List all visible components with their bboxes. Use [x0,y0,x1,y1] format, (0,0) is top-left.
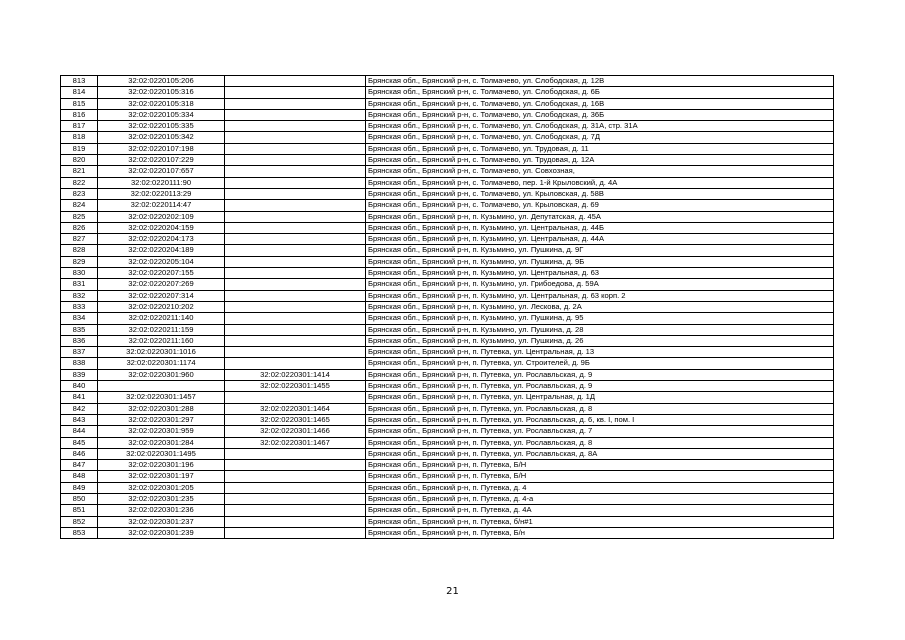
related-cadastral-number-cell: 32:02:0220301:1467 [225,437,366,448]
row-number-cell: 853 [61,527,98,538]
address-cell: Брянская обл., Брянский р-н, п. Кузьмино, ул. Центральная, д. 44Б [366,222,834,233]
address-cell: Брянская обл., Брянский р-н, п. Путевка, ул. Рославльская, д. 7 [366,426,834,437]
table-row [61,471,834,482]
related-cadastral-number-cell [225,155,366,166]
cadastral-number-cell: 32:02:0220105:334 [98,109,225,120]
row-number-cell: 835 [61,324,98,335]
related-cadastral-number-cell [225,98,366,109]
cadastral-number-cell: 32:02:0220105:335 [98,121,225,132]
cadastral-number-cell: 32:02:0220105:206 [98,76,225,87]
row-number-cell: 814 [61,87,98,98]
cadastral-number-cell: 32:02:0220107:657 [98,166,225,177]
cadastral-number-cell: 32:02:0220211:140 [98,313,225,324]
table-row [61,527,834,538]
related-cadastral-number-cell [225,109,366,120]
table-row [61,155,834,166]
table-row [61,505,834,516]
related-cadastral-number-cell [225,132,366,143]
row-number-cell: 838 [61,358,98,369]
related-cadastral-number-cell [225,527,366,538]
table-row [61,324,834,335]
row-number-cell: 845 [61,437,98,448]
cadastral-number-cell: 32:02:0220301:1174 [98,358,225,369]
related-cadastral-number-cell: 32:02:0220301:1455 [225,381,366,392]
address-cell: Брянская обл., Брянский р-н, с. Толмачево, ул. Крыловская, д. 69 [366,200,834,211]
cadastral-number-cell: 32:02:0220301:297 [98,414,225,425]
table-row [61,256,834,267]
row-number-cell: 843 [61,414,98,425]
table-row [61,516,834,527]
row-number-cell: 830 [61,268,98,279]
table-row [61,222,834,233]
row-number-cell: 846 [61,448,98,459]
table-row [61,166,834,177]
table-row [61,109,834,120]
cadastral-number-cell: 32:02:0220207:314 [98,290,225,301]
table-row [61,200,834,211]
cadastral-number-cell: 32:02:0220204:159 [98,222,225,233]
related-cadastral-number-cell [225,121,366,132]
address-cell: Брянская обл., Брянский р-н, п. Кузьмино, ул. Грибоедова, д. 59А [366,279,834,290]
table-row [61,313,834,324]
row-number-cell: 833 [61,301,98,312]
cadastral-number-cell: 32:02:0220207:155 [98,268,225,279]
address-cell: Брянская обл., Брянский р-н, п. Кузьмино, ул. Пушкина, д. 95 [366,313,834,324]
related-cadastral-number-cell [225,143,366,154]
cadastral-number-cell: 32:02:0220301:1016 [98,347,225,358]
address-cell: Брянская обл., Брянский р-н, п. Кузьмино, ул. Лескова, д. 2А [366,301,834,312]
row-number-cell: 832 [61,290,98,301]
address-cell: Брянская обл., Брянский р-н, с. Толмачево, ул. Слободская, д. 36Б [366,109,834,120]
table-row [61,493,834,504]
related-cadastral-number-cell [225,324,366,335]
table-row [61,460,834,471]
address-cell: Брянская обл., Брянский р-н, с. Толмачево, ул. Крыловская, д. 58В [366,188,834,199]
address-cell: Брянская обл., Брянский р-н, п. Путевка, Б/н [366,527,834,538]
address-cell: Брянская обл., Брянский р-н, с. Толмачево, ул. Слободская, д. 6Б [366,87,834,98]
table-row [61,403,834,414]
row-number-cell: 824 [61,200,98,211]
table-row [61,358,834,369]
address-cell: Брянская обл., Брянский р-н, с. Толмачево, ул. Совхозная, [366,166,834,177]
address-cell: Брянская обл., Брянский р-н, п. Путевка, б/н#1 [366,516,834,527]
address-cell: Брянская обл., Брянский р-н, п. Путевка, ул. Центральная, д. 13 [366,347,834,358]
related-cadastral-number-cell [225,76,366,87]
table-row [61,448,834,459]
related-cadastral-number-cell [225,177,366,188]
related-cadastral-number-cell: 32:02:0220301:1414 [225,369,366,380]
related-cadastral-number-cell [225,211,366,222]
address-cell: Брянская обл., Брянский р-н, с. Толмачево, ул. Слободская, д. 31А, стр. 31А [366,121,834,132]
row-number-cell: 828 [61,245,98,256]
related-cadastral-number-cell [225,505,366,516]
cadastral-number-cell: 32:02:0220204:189 [98,245,225,256]
table-row [61,381,834,392]
row-number-cell: 839 [61,369,98,380]
address-cell: Брянская обл., Брянский р-н, п. Путевка, ул. Строителей, д. 9Б [366,358,834,369]
row-number-cell: 849 [61,482,98,493]
table-row [61,132,834,143]
row-number-cell: 837 [61,347,98,358]
cadastral-number-cell [98,381,225,392]
row-number-cell: 819 [61,143,98,154]
related-cadastral-number-cell [225,313,366,324]
address-cell: Брянская обл., Брянский р-н, с. Толмачево, ул. Трудовая, д. 12А [366,155,834,166]
row-number-cell: 815 [61,98,98,109]
cadastral-number-cell: 32:02:0220114:47 [98,200,225,211]
row-number-cell: 851 [61,505,98,516]
cadastral-number-cell: 32:02:0220211:159 [98,324,225,335]
row-number-cell: 821 [61,166,98,177]
address-cell: Брянская обл., Брянский р-н, п. Путевка, ул. Рославльская, д. 8А [366,448,834,459]
row-number-cell: 827 [61,234,98,245]
address-cell: Брянская обл., Брянский р-н, п. Кузьмино, ул. Центральная, д. 63 корп. 2 [366,290,834,301]
row-number-cell: 847 [61,460,98,471]
row-number-cell: 813 [61,76,98,87]
related-cadastral-number-cell [225,347,366,358]
registry-table-body [61,76,834,539]
related-cadastral-number-cell: 32:02:0220301:1464 [225,403,366,414]
related-cadastral-number-cell [225,87,366,98]
cadastral-number-cell: 32:02:0220205:104 [98,256,225,267]
table-row [61,87,834,98]
row-number-cell: 852 [61,516,98,527]
row-number-cell: 834 [61,313,98,324]
address-cell: Брянская обл., Брянский р-н, с. Толмачево, ул. Трудовая, д. 11 [366,143,834,154]
row-number-cell: 820 [61,155,98,166]
table-row [61,121,834,132]
address-cell: Брянская обл., Брянский р-н, п. Кузьмино, ул. Центральная, д. 44А [366,234,834,245]
related-cadastral-number-cell [225,482,366,493]
cadastral-number-cell: 32:02:0220301:235 [98,493,225,504]
table-row [61,268,834,279]
row-number-cell: 822 [61,177,98,188]
table-row [61,76,834,87]
table-row [61,211,834,222]
related-cadastral-number-cell [225,268,366,279]
table-row [61,369,834,380]
table-row [61,98,834,109]
table-row [61,335,834,346]
row-number-cell: 823 [61,188,98,199]
address-cell: Брянская обл., Брянский р-н, п. Кузьмино, ул. Пушкина, д. 9Г [366,245,834,256]
table-row [61,301,834,312]
address-cell: Брянская обл., Брянский р-н, п. Путевка, ул. Рославльская, д. 6, кв. I, пом. I [366,414,834,425]
row-number-cell: 831 [61,279,98,290]
related-cadastral-number-cell [225,335,366,346]
table-row [61,347,834,358]
row-number-cell: 825 [61,211,98,222]
address-cell: Брянская обл., Брянский р-н, п. Путевка, Б/Н [366,471,834,482]
address-cell: Брянская обл., Брянский р-н, с. Толмачево, ул. Слободская, д. 7Д [366,132,834,143]
address-cell: Брянская обл., Брянский р-н, п. Путевка, д. 4 [366,482,834,493]
address-cell: Брянская обл., Брянский р-н, п. Путевка, ул. Рославльская, д. 9 [366,381,834,392]
related-cadastral-number-cell [225,166,366,177]
table-row [61,234,834,245]
related-cadastral-number-cell [225,460,366,471]
row-number-cell: 841 [61,392,98,403]
related-cadastral-number-cell [225,279,366,290]
row-number-cell: 826 [61,222,98,233]
address-cell: Брянская обл., Брянский р-н, с. Толмачево, ул. Слободская, д. 16В [366,98,834,109]
table-row [61,177,834,188]
related-cadastral-number-cell [225,392,366,403]
related-cadastral-number-cell [225,290,366,301]
related-cadastral-number-cell [225,493,366,504]
row-number-cell: 817 [61,121,98,132]
related-cadastral-number-cell [225,245,366,256]
cadastral-number-cell: 32:02:0220107:198 [98,143,225,154]
related-cadastral-number-cell: 32:02:0220301:1465 [225,414,366,425]
table-row [61,245,834,256]
row-number-cell: 818 [61,132,98,143]
cadastral-number-cell: 32:02:0220301:196 [98,460,225,471]
related-cadastral-number-cell [225,448,366,459]
table-row [61,482,834,493]
cadastral-number-cell: 32:02:0220105:318 [98,98,225,109]
cadastral-number-cell: 32:02:0220105:316 [98,87,225,98]
address-cell: Брянская обл., Брянский р-н, п. Путевка, д. 4А [366,505,834,516]
address-cell: Брянская обл., Брянский р-н, п. Путевка, д. 4-а [366,493,834,504]
cadastral-number-cell: 32:02:0220301:237 [98,516,225,527]
cadastral-number-cell: 32:02:0220107:229 [98,155,225,166]
cadastral-registry-table [60,75,834,539]
cadastral-number-cell: 32:02:0220202:109 [98,211,225,222]
table-row [61,426,834,437]
address-cell: Брянская обл., Брянский р-н, п. Кузьмино, ул. Пушкина, д. 28 [366,324,834,335]
cadastral-number-cell: 32:02:0220301:1495 [98,448,225,459]
address-cell: Брянская обл., Брянский р-н, п. Путевка, ул. Рославльская, д. 8 [366,403,834,414]
row-number-cell: 842 [61,403,98,414]
cadastral-number-cell: 32:02:0220105:342 [98,132,225,143]
cadastral-number-cell: 32:02:0220301:197 [98,471,225,482]
cadastral-number-cell: 32:02:0220301:960 [98,369,225,380]
address-cell: Брянская обл., Брянский р-н, п. Кузьмино, ул. Депутатская, д. 45А [366,211,834,222]
table-row [61,279,834,290]
related-cadastral-number-cell [225,188,366,199]
related-cadastral-number-cell [225,301,366,312]
table-row [61,414,834,425]
address-cell: Брянская обл., Брянский р-н, п. Путевка, ул. Центральная, д. 1Д [366,392,834,403]
row-number-cell: 816 [61,109,98,120]
address-cell: Брянская обл., Брянский р-н, п. Путевка, ул. Рославльская, д. 8 [366,437,834,448]
related-cadastral-number-cell: 32:02:0220301:1466 [225,426,366,437]
related-cadastral-number-cell [225,358,366,369]
cadastral-number-cell: 32:02:0220113:29 [98,188,225,199]
address-cell: Брянская обл., Брянский р-н, п. Кузьмино, ул. Центральная, д. 63 [366,268,834,279]
table-row [61,188,834,199]
table-row [61,143,834,154]
address-cell: Брянская обл., Брянский р-н, п. Кузьмино, ул. Пушкина, д. 26 [366,335,834,346]
cadastral-number-cell: 32:02:0220301:236 [98,505,225,516]
row-number-cell: 836 [61,335,98,346]
related-cadastral-number-cell [225,471,366,482]
table-row [61,437,834,448]
address-cell: Брянская обл., Брянский р-н, п. Путевка, ул. Рославльская, д. 9 [366,369,834,380]
address-cell: Брянская обл., Брянский р-н, с. Толмачево, пер. 1-й Крыловский, д. 4А [366,177,834,188]
row-number-cell: 829 [61,256,98,267]
cadastral-number-cell: 32:02:0220204:173 [98,234,225,245]
page-number: 21 [446,586,459,597]
related-cadastral-number-cell [225,200,366,211]
cadastral-number-cell: 32:02:0220301:284 [98,437,225,448]
cadastral-number-cell: 32:02:0220210:202 [98,301,225,312]
cadastral-number-cell: 32:02:0220301:1457 [98,392,225,403]
address-cell: Брянская обл., Брянский р-н, п. Путевка, Б/Н [366,460,834,471]
cadastral-number-cell: 32:02:0220301:205 [98,482,225,493]
cadastral-number-cell: 32:02:0220301:288 [98,403,225,414]
address-cell: Брянская обл., Брянский р-н, с. Толмачево, ул. Слободская, д. 12В [366,76,834,87]
related-cadastral-number-cell [225,256,366,267]
related-cadastral-number-cell [225,516,366,527]
row-number-cell: 850 [61,493,98,504]
related-cadastral-number-cell [225,222,366,233]
table-row [61,290,834,301]
cadastral-number-cell: 32:02:0220301:239 [98,527,225,538]
address-cell: Брянская обл., Брянский р-н, п. Кузьмино, ул. Пушкина, д. 9Б [366,256,834,267]
row-number-cell: 840 [61,381,98,392]
row-number-cell: 848 [61,471,98,482]
row-number-cell: 844 [61,426,98,437]
cadastral-number-cell: 32:02:0220207:269 [98,279,225,290]
related-cadastral-number-cell [225,234,366,245]
cadastral-number-cell: 32:02:0220301:959 [98,426,225,437]
cadastral-number-cell: 32:02:0220211:160 [98,335,225,346]
table-row [61,392,834,403]
cadastral-number-cell: 32:02:0220111:90 [98,177,225,188]
